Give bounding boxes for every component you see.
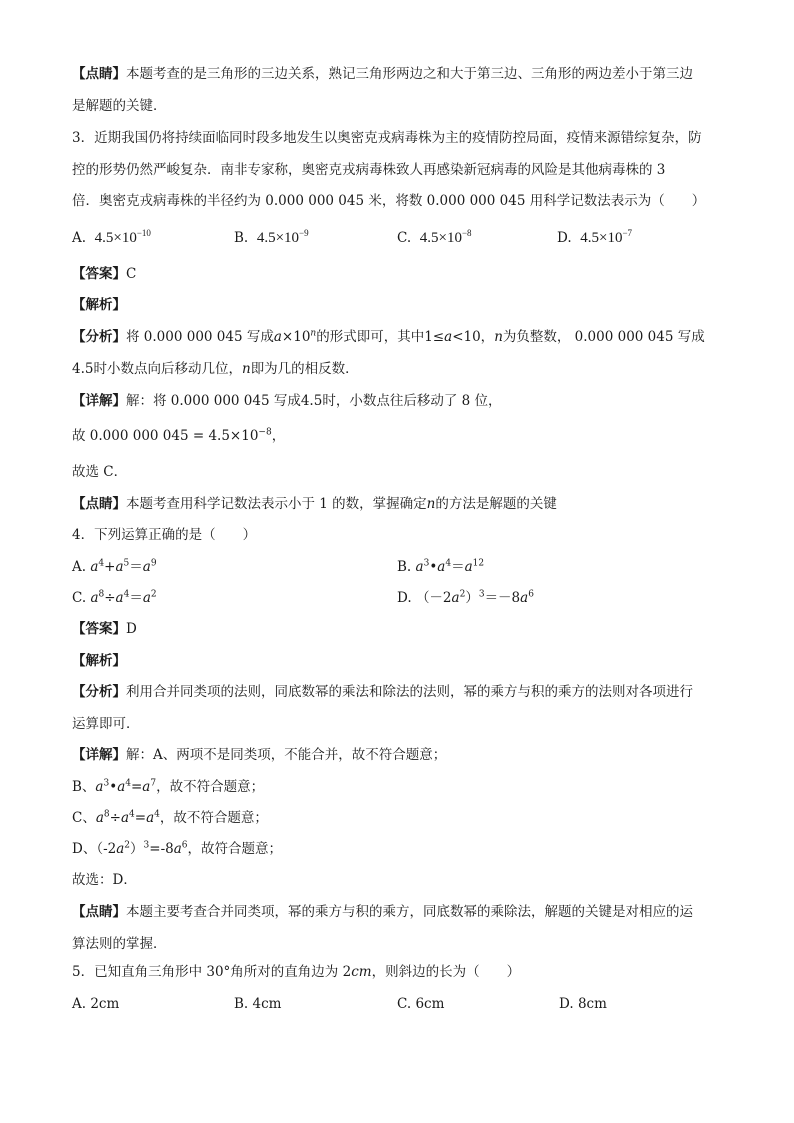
option-label: A. [72,230,87,246]
text: 为负整数， 0.000 000 045 写成 [502,329,705,345]
text: 本题考查用科学记数法表示小于 1 的数，掌握确定 [126,496,427,512]
q2-review-line2: 是解题的关键． [72,98,167,114]
var-n: n [241,361,251,377]
var-n: n [426,496,436,512]
var: a [437,559,446,575]
q4-detail-line1 [72,745,446,765]
var: a [90,590,99,606]
option-label: C. [72,590,87,606]
option-label: A. [72,996,87,1012]
q3-answer [72,264,136,284]
var-a: a [444,329,453,345]
text: ，故符合题意； [187,841,283,857]
text: 的方法是解题的关键 [435,496,557,512]
text: B、 [72,779,96,795]
var: a [415,559,424,575]
text: 即为几的相反数． [250,361,359,377]
exponent: 4 [123,589,130,600]
option-label: C. [397,230,412,246]
option-label: B. [397,559,412,575]
operator: ÷ [109,810,121,826]
var-a: a [273,329,282,345]
text: （－2 [415,590,452,606]
q3-review [72,494,557,514]
var: a [142,559,151,575]
q5-option-d [559,994,607,1014]
var: a [95,779,104,795]
option-base: 4.5×10 [419,230,462,246]
answer-tag: 【答案】 [72,266,126,282]
text: C、 [72,810,96,826]
operator: ＝ [129,590,143,606]
var: a [116,841,125,857]
q4-detail-c [72,808,268,828]
q2-review-line1 [72,64,693,84]
option-value: 6cm [415,996,445,1012]
review-tag: 【点睛】 [72,904,126,920]
exponent: 4 [445,558,452,569]
text: ×10 [281,329,311,345]
text: ＝－8 [484,590,521,606]
text: 的形式即可，其中1≤ [316,329,445,345]
var: a [90,559,99,575]
option-label: C. [397,996,412,1012]
var: a [117,779,126,795]
detail-tag: 【详解】 [72,747,126,763]
q3-fenxi-line1 [72,327,705,347]
q4-fenxi-line1 [72,682,693,702]
q4-fenxi-line2: 运算即可． [72,716,140,732]
q3-option-b [234,228,309,248]
var: a [95,810,104,826]
option-exponent: −8 [461,228,472,238]
text: 4.5时小数点向后移动几位， [72,361,242,377]
exponent: 4 [98,558,105,569]
option-exponent: −10 [136,228,151,238]
q3-detail-line1 [72,391,502,411]
q3-option-c [397,228,472,248]
q4-review-line1 [72,902,693,922]
q4-analysis-tag: 【解析】 [72,653,126,669]
operator: + [104,559,116,575]
answer-value: C [126,266,137,282]
text: ） [465,590,479,606]
text: ，则斜边的长为（ ） [371,964,521,980]
q4-option-b [397,557,484,577]
exponent: 2 [150,589,157,600]
q3-option-a [72,228,151,248]
q4-detail-b [72,777,264,797]
option-value: 8cm [577,996,607,1012]
var: a [173,841,182,857]
unit: cm [351,964,372,980]
var: a [142,779,151,795]
exponent: 3 [423,558,430,569]
q4-stem: 4．下列运算正确的是（ ） [72,527,257,543]
text: 故 0.000 000 045 = 4.5×10 [72,428,259,444]
var: a [464,559,473,575]
text: 本题主要考查合并同类项，幂的乘方与积的乘方，同底数幂的乘除法，解题的关键是对相应的运 [126,904,693,920]
operator: = [134,810,147,826]
text: ，故不符合题意； [159,810,268,826]
text: ， [271,428,286,444]
option-label: B. [234,230,249,246]
option-base: 4.5×10 [256,230,300,246]
q4-choose: 故选：D． [72,872,137,888]
q3-detail-line3: 故选 C． [72,464,128,480]
q5-option-a [72,994,119,1014]
text: ，故不符合题意； [156,779,265,795]
option-label: D. [557,230,572,246]
exponent: 3 [143,840,150,851]
operator: ＝ [129,559,143,575]
exponent: 2 [124,840,131,851]
exponent: 6 [181,840,188,851]
q3-stem-line3: 倍．奥密克戎病毒株的半径约为 0.000 000 045 米，将数 0.000 000 045 用科学记数法表示为（ ） [72,193,706,209]
exponent: 5 [123,558,130,569]
var: a [120,810,130,826]
exponent: 7 [150,778,157,789]
exponent: 4 [129,809,135,820]
exponent: 9 [150,558,157,569]
text: 将 0.000 000 045 写成 [126,329,274,345]
option-value: 4cm [252,996,282,1012]
q4-review-line2: 算法则的掌握． [72,936,167,952]
operator: ＝ [451,559,465,575]
q3-analysis-tag: 【解析】 [72,297,126,313]
operator: • [429,559,438,575]
text: <10， [452,329,495,345]
text: ） [130,841,144,857]
option-label: B. [234,996,249,1012]
q4-option-d [397,588,534,608]
q3-stem-line2: 控的形势仍然严峻复杂．南非专家称，奥密克戎病毒株致人再感染新冠病毒的风险是其他病毒株的 3 [72,162,666,178]
exponent: −8 [258,427,272,438]
q4-option-a [72,557,157,577]
q3-fenxi-line2 [72,359,359,379]
var: a [115,590,124,606]
q5-option-b [234,994,281,1014]
q4-answer [72,619,137,639]
option-label: D. [559,996,574,1012]
var-n: n [310,328,317,339]
exponent: 4 [154,809,160,820]
q3-detail-line2 [72,426,285,446]
answer-value: D [126,621,137,637]
option-base: 4.5×10 [580,230,623,246]
option-exponent: −7 [622,228,633,238]
q4-detail-d [72,839,282,859]
fenxi-tag: 【分析】 [72,684,126,700]
answer-tag: 【答案】 [72,621,126,637]
text: 解：A、两项不是同类项，不能合并，故不符合题意； [126,747,447,763]
q2-review-text1: 本题考查的是三角形的三边关系，熟记三角形两边之和大于第三边、三角形的两边差小于第三边 [126,66,693,82]
exponent: 3 [478,589,485,600]
option-value: 2cm [90,996,120,1012]
text: D、（-2 [72,841,117,857]
var-n: n [494,329,503,345]
q3-option-d [557,228,632,248]
exponent: 4 [125,778,131,789]
exponent: 12 [472,558,485,569]
q5-option-c [397,994,444,1014]
option-exponent: −9 [299,228,309,238]
detail-tag: 【详解】 [72,393,126,409]
option-base: 4.5×10 [94,230,137,246]
option-label: D. [397,590,412,606]
operator: • [109,779,118,795]
exponent: 2 [459,589,466,600]
exponent: 3 [103,778,110,789]
text: 解：将 0.000 000 045 写成4.5时，小数点往后移动了 8 位， [126,393,502,409]
q4-option-c [72,588,157,608]
operator: = [130,779,143,795]
var: a [142,590,151,606]
var: a [115,559,124,575]
var: a [520,590,529,606]
fenxi-tag: 【分析】 [72,329,126,345]
var: a [451,590,460,606]
review-tag: 【点睛】 [72,66,126,82]
q3-stem-line1: 3．近期我国仍将持续面临同时段多地发生以奥密克戎病毒株为主的疫情防控局面，疫情来源错综复杂，防 [72,130,702,146]
q5-stem [72,962,520,982]
option-label: A. [72,559,87,575]
exponent: 8 [103,809,110,820]
operator: ÷ [104,590,116,606]
operator: =-8 [149,841,174,857]
review-tag: 【点睛】 [72,496,126,512]
exponent: 8 [98,589,105,600]
text: 利用合并同类项的法则，同底数幂的乘法和除法的法则，幂的乘方与积的乘方的法则对各项进行 [126,684,693,700]
var: a [146,810,155,826]
text: 5．已知直角三角形中 30°角所对的直角边为 2 [72,964,352,980]
exponent: 6 [528,589,534,600]
